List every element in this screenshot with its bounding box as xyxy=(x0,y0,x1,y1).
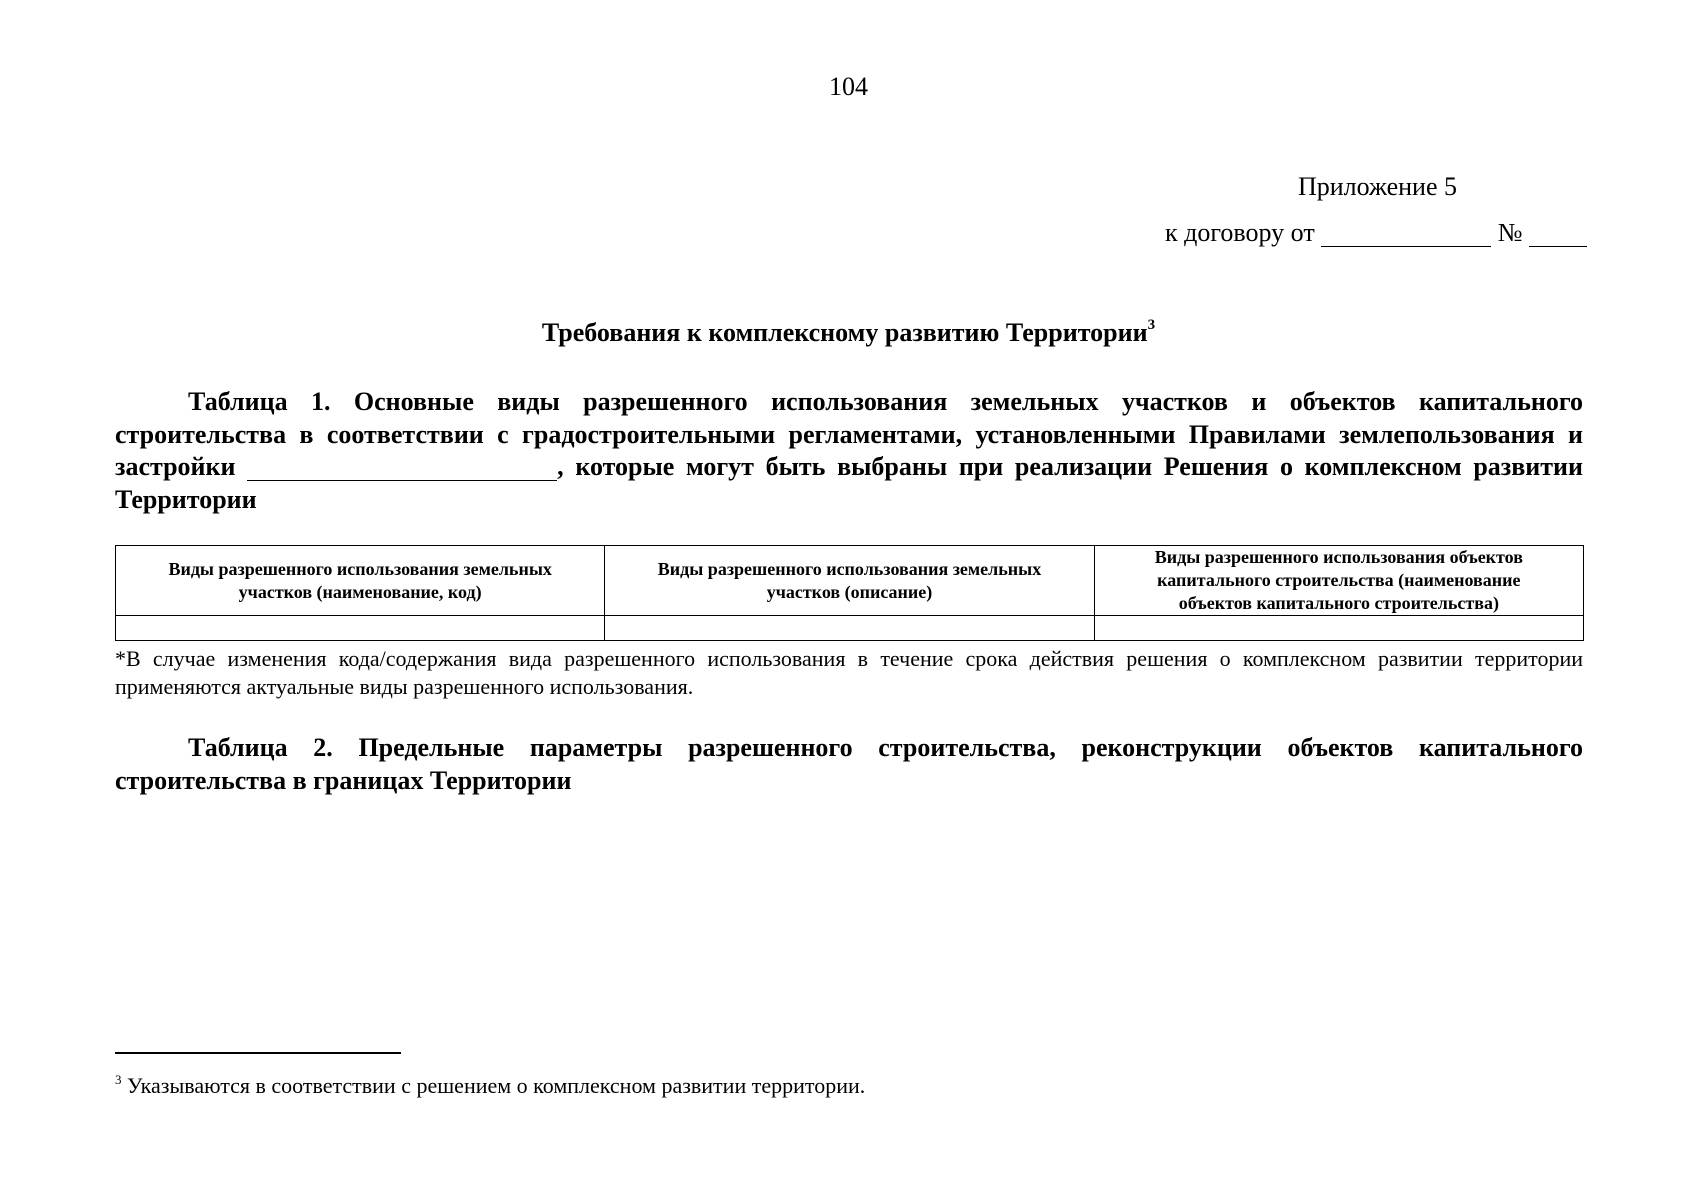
table-cell xyxy=(605,616,1094,641)
permitted-use-table xyxy=(115,545,1584,641)
title-footnote-ref: 3 xyxy=(1147,317,1156,333)
table-cell xyxy=(1094,616,1583,641)
rules-name-blank xyxy=(247,454,557,481)
footnote-separator xyxy=(115,1052,401,1054)
contract-reference xyxy=(1165,218,1587,248)
footnote-text: Указываются в соответствии с решением о комплексном развитии территории. xyxy=(127,1073,866,1098)
table-cell xyxy=(116,616,605,641)
column-header: Виды разрешенного использования земельных участков (описание) xyxy=(605,546,1094,616)
number-sign: № xyxy=(1497,218,1523,247)
document-title xyxy=(0,318,1697,348)
page-number: 104 xyxy=(829,72,868,101)
footnote-marker: 3 xyxy=(115,1072,122,1087)
table1-heading-part2: , которые могут быть выбраны при реализации Решения о комплексном развитии Территории xyxy=(115,452,1584,514)
table2-heading: Таблица 2. Предельные параметры разрешенного строительства, реконструкции объектов капитального строительства в границах Территории xyxy=(115,733,1583,795)
table-header-row xyxy=(116,546,1584,616)
column-header: Виды разрешенного использования земельных участков (наименование, код) xyxy=(116,546,605,616)
footnote xyxy=(115,1073,865,1099)
table1-heading xyxy=(115,386,1583,516)
table1-note: *В случае изменения кода/содержания вида разрешенного использования в течение срока действия решения о комплексном развитии территории применяются актуальные виды разрешенного использования. xyxy=(115,646,1583,699)
table1-heading-part1: Таблица 1. Основные виды разрешенного использования земельных участков и объектов капитального строительства в соответствии с градостроительными регламентами, установленными Правилами землепользования и застройки xyxy=(115,387,1583,481)
contract-prefix: к договору от xyxy=(1165,218,1315,247)
contract-number-blank xyxy=(1529,220,1587,247)
column-header: Виды разрешенного использования объектов капитального строительства (наименование объектов капитального строительства) xyxy=(1094,546,1583,616)
contract-date-blank xyxy=(1321,220,1491,247)
document-title-text: Требования к комплексному развитию Территории xyxy=(541,318,1148,347)
table-row xyxy=(116,616,1584,641)
appendix-label: Приложение 5 xyxy=(1297,172,1457,201)
